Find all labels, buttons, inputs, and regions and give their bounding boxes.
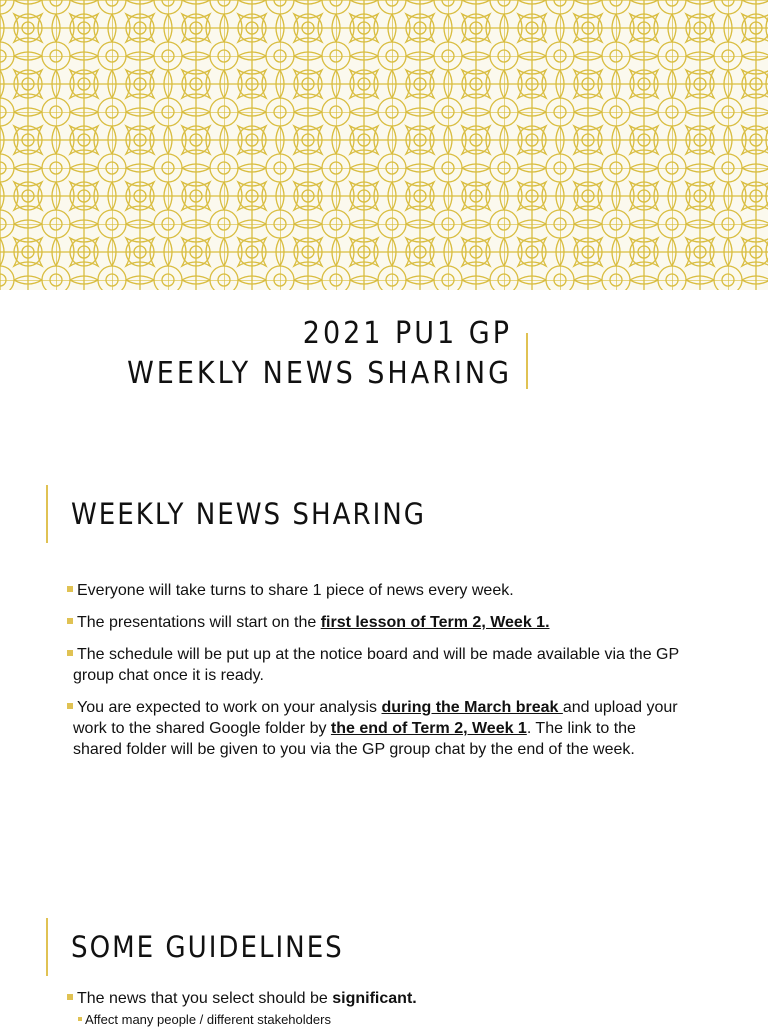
sub-bullet-square-icon (78, 1017, 82, 1021)
bullet-item (73, 612, 683, 633)
slide-title-line-2: WEEKLY NEWS SHARING (127, 356, 512, 391)
bullet-text: You are expected to work on your analysis (77, 699, 382, 716)
bullet-square-icon (67, 650, 73, 656)
bullet-square-icon (67, 994, 73, 1000)
bullet-item (73, 644, 683, 686)
bullet-square-icon (67, 703, 73, 709)
bullet-text: . The link to the shared folder will be given to you via the GP group chat by the end of the week. (73, 720, 636, 758)
guidelines-bullet-list (73, 988, 683, 1009)
section-heading-weekly-news: WEEKLY NEWS SHARING (71, 497, 426, 531)
bullet-text: The schedule will be put up at the notice board and will be made available via the GP group chat once it is ready. (73, 646, 679, 684)
section-accent-bar (46, 918, 48, 976)
bullet-emphasis: significant. (332, 990, 417, 1007)
bullet-item (73, 697, 683, 760)
title-accent-bar (526, 333, 528, 389)
bullet-emphasis: during the March break (381, 699, 563, 716)
bullet-text: The news that you select should be (77, 990, 333, 1007)
bullet-square-icon (67, 586, 73, 592)
bullet-square-icon (67, 618, 73, 624)
bullet-item (73, 988, 683, 1009)
bullet-text: and upload your work to the shared Google folder by (73, 699, 678, 737)
decorative-pattern-banner (0, 0, 768, 290)
sub-bullet-item (84, 1012, 331, 1028)
section-accent-bar (46, 485, 48, 543)
bullet-text: The presentations will start on the (77, 614, 321, 631)
bullet-emphasis: the end of Term 2, Week 1 (330, 720, 527, 737)
section-heading-guidelines: SOME GUIDELINES (71, 930, 344, 964)
guidelines-sub-bullet-list (84, 1012, 331, 1028)
weekly-news-bullet-list (73, 580, 683, 760)
bullet-text: Everyone will take turns to share 1 piece of news every week. (77, 582, 514, 599)
slide-title-block (0, 314, 512, 394)
sub-bullet-text: Affect many people / different stakeholders (85, 1012, 331, 1027)
slide-title-line-1: 2021 PU1 GP (302, 316, 512, 351)
lattice-pattern-graphic (0, 0, 768, 290)
bullet-emphasis: first lesson of Term 2, Week 1. (320, 614, 550, 631)
bullet-item (73, 580, 683, 601)
